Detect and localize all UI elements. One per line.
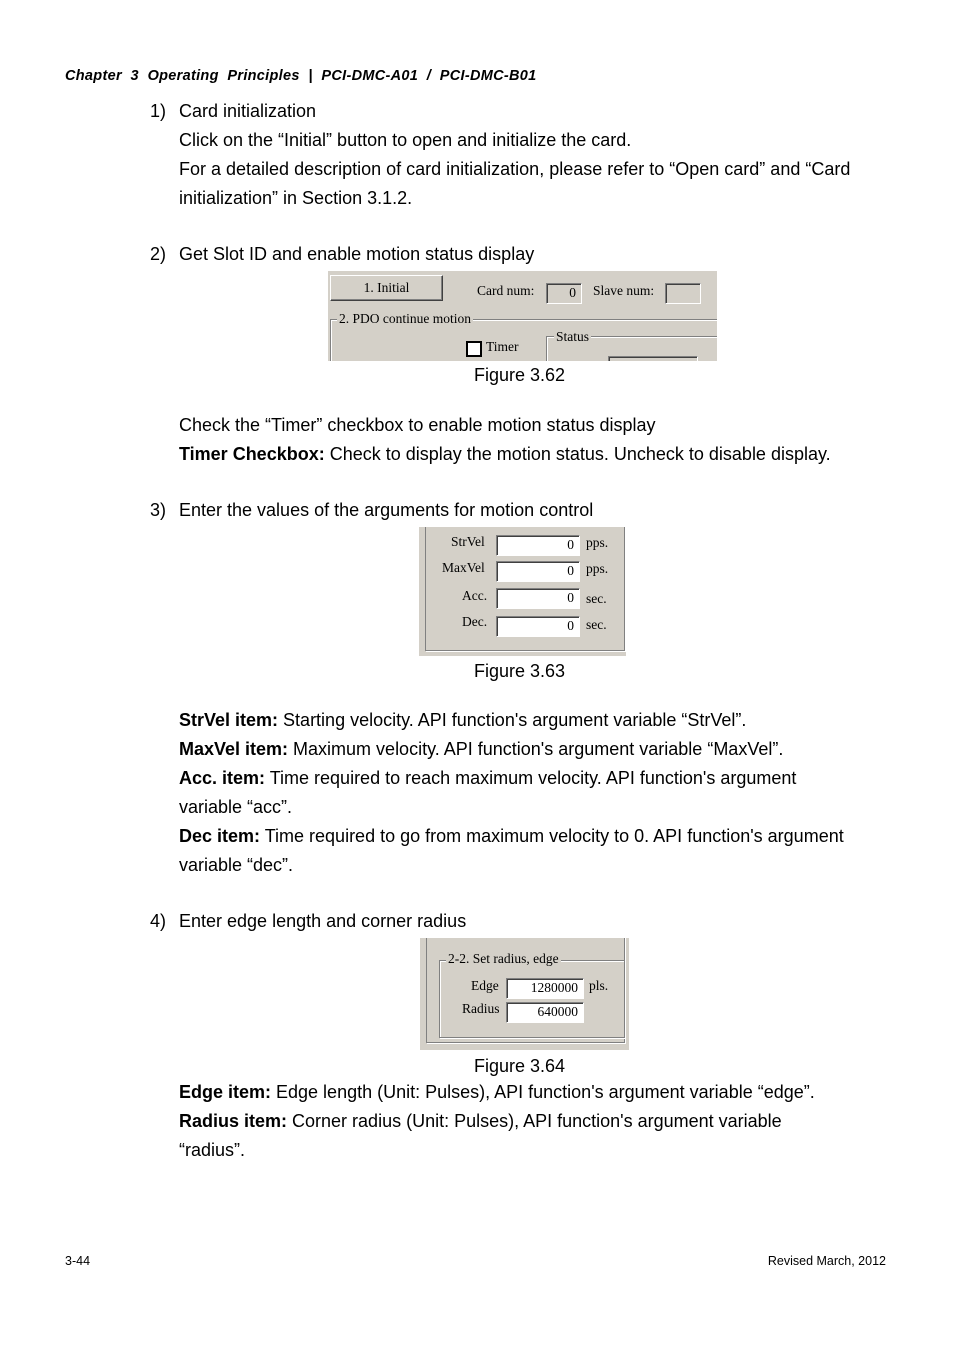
timer-label: Timer	[486, 339, 519, 354]
maxvel-description	[179, 735, 783, 764]
figure-3-63-caption: Figure 3.63	[474, 661, 566, 681]
edge-input[interactable]: 1280000	[506, 978, 584, 999]
step-1-line-2: For a detailed description of card initialization, please refer to “Open card” and “Card	[179, 159, 851, 179]
maxvel-label: MaxVel	[442, 560, 485, 575]
set-radius-edge-group-label: 2-2. Set radius, edge	[448, 951, 559, 966]
set-radius-edge-group-box	[439, 960, 625, 1038]
radius-text: Corner radius (Unit: Pulses), API function's argument variable	[287, 1111, 782, 1131]
step-1-line-1: Click on the “Initial” button to open and initialize the card.	[179, 130, 632, 150]
acc-text: Time required to reach maximum velocity. API function's argument	[265, 768, 797, 788]
timer-checkbox[interactable]	[466, 341, 482, 357]
revision-date: Revised March, 2012	[767, 1254, 886, 1268]
dec-label: Dec.	[462, 614, 488, 629]
acc-input[interactable]: 0	[496, 588, 580, 609]
dec-description-line-2: variable “dec”.	[179, 855, 294, 875]
figure-3-63-screenshot	[419, 527, 626, 656]
strvel-description	[179, 706, 746, 735]
step-4-number: 4)	[150, 911, 167, 931]
card-num-field[interactable]: 0	[546, 283, 582, 304]
dec-description	[179, 822, 844, 851]
figure-3-62-caption: Figure 3.62	[474, 365, 566, 385]
acc-description	[179, 764, 796, 793]
page-number: 3-44	[65, 1254, 91, 1268]
figure-3-64-caption: Figure 3.64	[474, 1056, 566, 1076]
figure-3-64-screenshot	[420, 938, 629, 1050]
radius-description	[179, 1107, 782, 1136]
slave-num-field[interactable]	[665, 283, 701, 304]
step-4-title: Enter edge length and corner radius	[179, 911, 467, 931]
edge-term: Edge item:	[179, 1082, 272, 1102]
slave-num-label: Slave num:	[593, 283, 655, 298]
initial-button[interactable]: 1. Initial	[330, 275, 443, 301]
timer-checkbox-term: Timer Checkbox:	[179, 444, 325, 464]
step-3-number: 3)	[150, 500, 167, 520]
timer-checkbox-text: Check to display the motion status. Uncheck to disable display.	[324, 444, 831, 464]
status-group-label: Status	[556, 329, 590, 344]
strvel-input[interactable]: 0	[496, 535, 580, 556]
strvel-term: StrVel item:	[179, 710, 279, 730]
dec-term: Dec item:	[179, 826, 261, 846]
maxvel-input[interactable]: 0	[496, 561, 580, 582]
acc-description-line-2: variable “acc”.	[179, 797, 293, 817]
maxvel-term: MaxVel item:	[179, 739, 289, 759]
edge-text: Edge length (Unit: Pulses), API function's argument variable “edge”.	[271, 1082, 815, 1102]
strvel-label: StrVel	[451, 534, 485, 549]
acc-term: Acc. item:	[179, 768, 266, 788]
dec-input[interactable]: 0	[496, 616, 580, 637]
card-num-label: Card num:	[477, 283, 535, 298]
step-1-title: Card initialization	[179, 101, 317, 121]
timer-checkbox-description	[179, 440, 831, 469]
chapter-header: Chapter 3 Operating Principles | PCI-DMC-A01 / PCI-DMC-B01	[65, 68, 537, 84]
figure-3-62-screenshot	[328, 271, 717, 361]
acc-label: Acc.	[462, 588, 488, 603]
maxvel-text: Maximum velocity. API function's argument variable “MaxVel”.	[288, 739, 784, 759]
pdo-group-label: 2. PDO continue motion	[339, 311, 471, 326]
radius-description-line-2: “radius”.	[179, 1140, 246, 1160]
dec-text: Time required to go from maximum velocity to 0. API function's argument	[260, 826, 844, 846]
acc-unit: sec.	[586, 591, 607, 606]
step-1-number: 1)	[150, 101, 167, 121]
edge-unit: pls.	[589, 978, 609, 993]
dec-unit: sec.	[586, 617, 607, 632]
step-2-number: 2)	[150, 244, 167, 264]
status-field	[608, 356, 698, 361]
radius-term: Radius item:	[179, 1111, 288, 1131]
timer-instruction: Check the “Timer” checkbox to enable motion status display	[179, 415, 656, 435]
maxvel-unit: pps.	[586, 561, 609, 576]
edge-description	[179, 1078, 815, 1107]
step-1-line-3: initialization” in Section 3.1.2.	[179, 188, 413, 208]
radius-label: Radius	[462, 1001, 500, 1016]
strvel-text: Starting velocity. API function's argument variable “StrVel”.	[278, 710, 747, 730]
step-2-title: Get Slot ID and enable motion status display	[179, 244, 535, 264]
strvel-unit: pps.	[586, 535, 609, 550]
step-3-title: Enter the values of the arguments for motion control	[179, 500, 594, 520]
edge-label: Edge	[471, 978, 499, 993]
radius-input[interactable]: 640000	[506, 1002, 584, 1023]
